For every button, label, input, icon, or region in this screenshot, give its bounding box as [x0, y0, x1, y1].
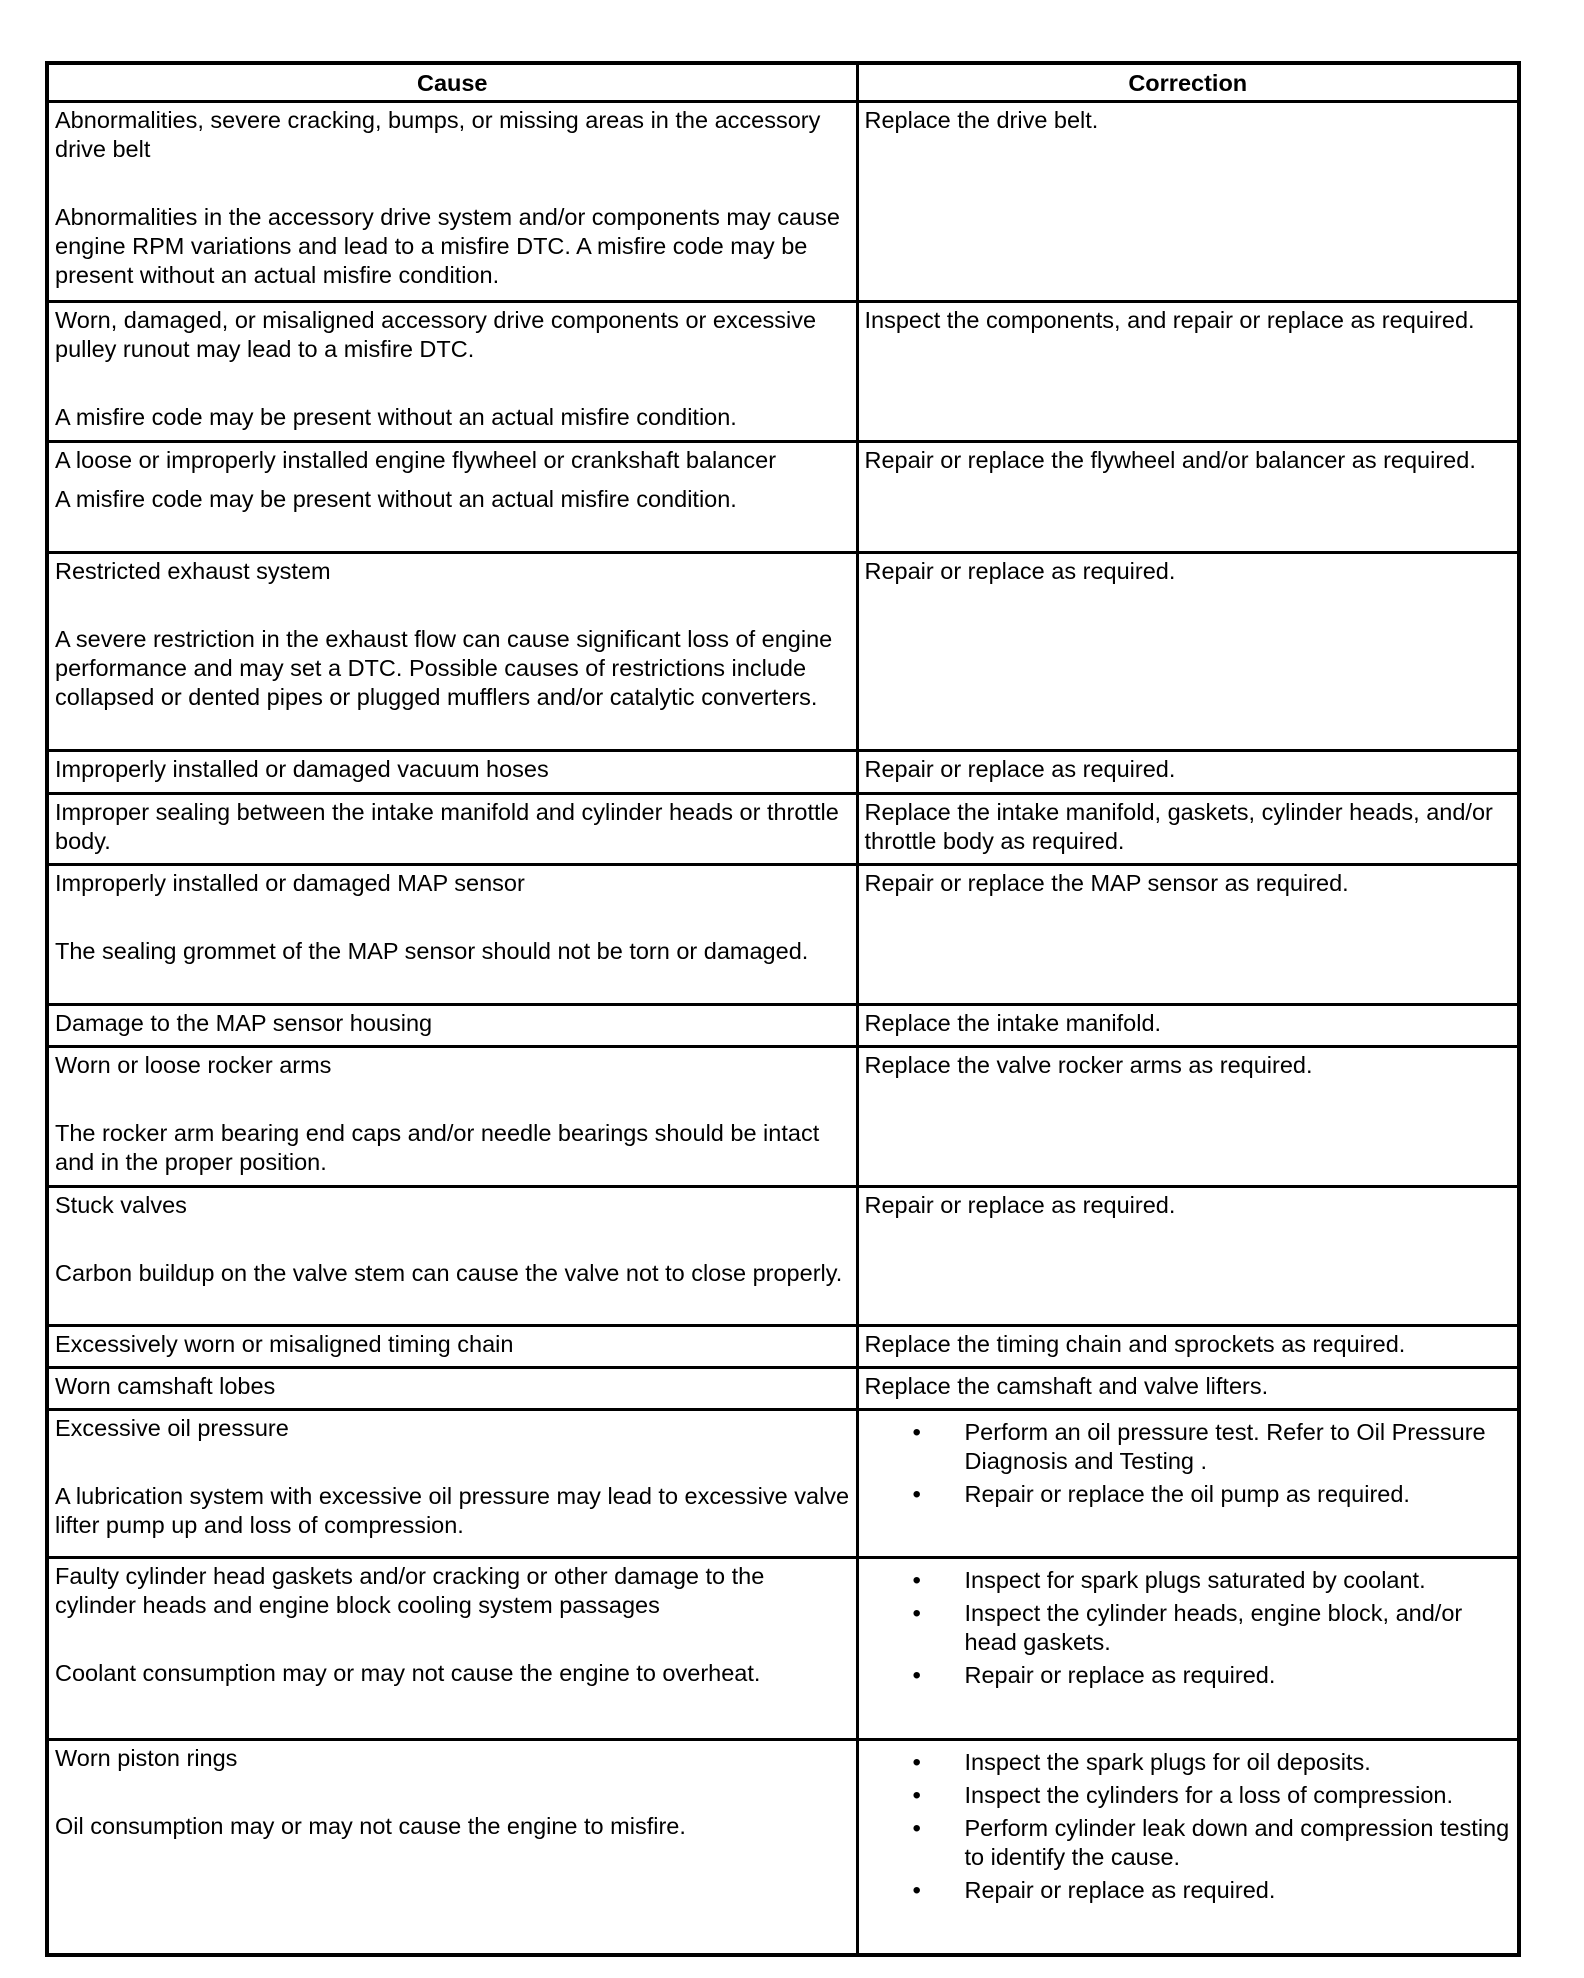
cause-note: Oil consumption may or may not cause the engine to misfire.	[55, 1813, 686, 1839]
document-page	[45, 61, 1517, 1957]
cause-note: Abnormalities in the accessory drive system and/or components may cause engine RPM variations and lead to a misfire DTC. A misfire code may be present without an actual misfire condition.	[55, 204, 840, 288]
cause-cell	[47, 302, 857, 442]
header-row	[47, 63, 1519, 102]
correction-text: Repair or replace as required.	[864, 756, 1176, 782]
cause-text: Improperly installed or damaged vacuum hoses	[55, 756, 549, 782]
cause-text: Abnormalities, severe cracking, bumps, or missing areas in the accessory drive belt	[55, 107, 821, 162]
cause-text: Worn or loose rocker arms	[55, 1052, 332, 1078]
cause-cell	[47, 553, 857, 751]
table-row	[47, 1368, 1519, 1410]
correction-cell	[857, 794, 1519, 865]
correction-text: Replace the camshaft and valve lifters.	[864, 1373, 1269, 1399]
cause-text: Improperly installed or damaged MAP sensor	[55, 870, 525, 896]
correction-text: Repair or replace as required.	[864, 1192, 1176, 1218]
table-row	[47, 1047, 1519, 1187]
table-row	[47, 1740, 1519, 1955]
correction-cell	[857, 1740, 1519, 1955]
cause-cell	[47, 1558, 857, 1740]
cause-note: Carbon buildup on the valve stem can cause the valve not to close properly.	[55, 1260, 843, 1286]
cause-note: A lubrication system with excessive oil pressure may lead to excessive valve lifter pump up and loss of compression.	[55, 1483, 850, 1538]
list-item: • Inspect the spark plugs for oil deposits.	[965, 1748, 1512, 1777]
correction-cell	[857, 1187, 1519, 1326]
table-row	[47, 751, 1519, 794]
correction-text: Replace the intake manifold, gaskets, cylinder heads, and/or throttle body as required.	[864, 799, 1493, 854]
cause-text: A loose or improperly installed engine flywheel or crankshaft balancer	[55, 447, 777, 473]
correction-cell	[857, 865, 1519, 1005]
cause-cell	[47, 1005, 857, 1047]
table-row	[47, 1187, 1519, 1326]
cause-note: A misfire code may be present without an actual misfire condition.	[55, 486, 737, 512]
cause-note: A misfire code may be present without an actual misfire condition.	[55, 404, 737, 430]
list-item: • Repair or replace the oil pump as required.	[965, 1480, 1512, 1509]
table-row	[47, 442, 1519, 553]
table-row	[47, 794, 1519, 865]
correction-cell	[857, 102, 1519, 302]
correction-header: Correction	[857, 63, 1519, 102]
correction-list	[865, 1418, 1512, 1509]
cause-text: Worn, damaged, or misaligned accessory drive components or excessive pulley runout may lead to a misfire DTC.	[55, 307, 817, 362]
cause-text: Worn piston rings	[55, 1745, 238, 1771]
cause-header: Cause	[47, 63, 857, 102]
cause-cell	[47, 1326, 857, 1368]
list-item: • Inspect the cylinder heads, engine block, and/or head gaskets.	[965, 1599, 1512, 1657]
cause-note: The sealing grommet of the MAP sensor should not be torn or damaged.	[55, 938, 809, 964]
cause-text: Stuck valves	[55, 1192, 187, 1218]
correction-list	[865, 1748, 1512, 1905]
table-row	[47, 1558, 1519, 1740]
list-item: • Inspect the cylinders for a loss of compression.	[965, 1781, 1512, 1810]
correction-text: Repair or replace the flywheel and/or balancer as required.	[864, 447, 1476, 473]
table-row	[47, 1005, 1519, 1047]
correction-cell	[857, 1368, 1519, 1410]
cause-cell	[47, 794, 857, 865]
table-row	[47, 1410, 1519, 1558]
cause-text: Excessively worn or misaligned timing chain	[55, 1331, 514, 1357]
correction-cell	[857, 302, 1519, 442]
list-item: • Perform an oil pressure test. Refer to Oil Pressure Diagnosis and Testing .	[965, 1418, 1512, 1476]
cause-cell	[47, 865, 857, 1005]
cause-cell	[47, 1368, 857, 1410]
correction-cell	[857, 442, 1519, 553]
correction-cell	[857, 553, 1519, 751]
cause-note: The rocker arm bearing end caps and/or needle bearings should be intact and in the proper position.	[55, 1120, 820, 1175]
list-item: • Perform cylinder leak down and compression testing to identify the cause.	[965, 1814, 1512, 1872]
correction-text: Replace the drive belt.	[864, 107, 1099, 133]
cause-note: Coolant consumption may or may not cause the engine to overheat.	[55, 1660, 761, 1686]
cause-cell	[47, 1740, 857, 1955]
cause-cell	[47, 102, 857, 302]
cause-text: Improper sealing between the intake manifold and cylinder heads or throttle body.	[55, 799, 839, 854]
correction-text: Replace the timing chain and sprockets as required.	[864, 1331, 1406, 1357]
table-row	[47, 1326, 1519, 1368]
correction-cell	[857, 1005, 1519, 1047]
cause-cell	[47, 1187, 857, 1326]
cause-text: Faulty cylinder head gaskets and/or cracking or other damage to the cylinder heads and engine block cooling system passages	[55, 1563, 765, 1618]
correction-cell	[857, 1410, 1519, 1558]
list-item: • Repair or replace as required.	[965, 1876, 1512, 1905]
cause-cell	[47, 442, 857, 553]
correction-text: Inspect the components, and repair or replace as required.	[864, 307, 1475, 333]
correction-cell	[857, 1047, 1519, 1187]
cause-text: Excessive oil pressure	[55, 1415, 289, 1441]
correction-cell	[857, 1326, 1519, 1368]
list-item: • Repair or replace as required.	[965, 1661, 1512, 1690]
table-row	[47, 553, 1519, 751]
table-row	[47, 102, 1519, 302]
cause-text: Restricted exhaust system	[55, 558, 331, 584]
correction-text: Repair or replace the MAP sensor as required.	[864, 870, 1349, 896]
table-row	[47, 865, 1519, 1005]
cause-cell	[47, 1047, 857, 1187]
table-row	[47, 302, 1519, 442]
cause-note: A severe restriction in the exhaust flow can cause significant loss of engine performance and may set a DTC. Possible causes of restrictions include collapsed or dented pipes or plugged mufflers and/or catalytic converters.	[55, 626, 833, 710]
diagnosis-table	[45, 61, 1521, 1957]
correction-cell	[857, 751, 1519, 794]
correction-text: Replace the valve rocker arms as required.	[864, 1052, 1313, 1078]
cause-cell	[47, 1410, 857, 1558]
cause-cell	[47, 751, 857, 794]
cause-text: Worn camshaft lobes	[55, 1373, 276, 1399]
correction-text: Replace the intake manifold.	[864, 1010, 1162, 1036]
cause-text: Damage to the MAP sensor housing	[55, 1010, 433, 1036]
correction-text: Repair or replace as required.	[864, 558, 1176, 584]
correction-cell	[857, 1558, 1519, 1740]
list-item: • Inspect for spark plugs saturated by coolant.	[965, 1566, 1512, 1595]
correction-list	[865, 1566, 1512, 1690]
